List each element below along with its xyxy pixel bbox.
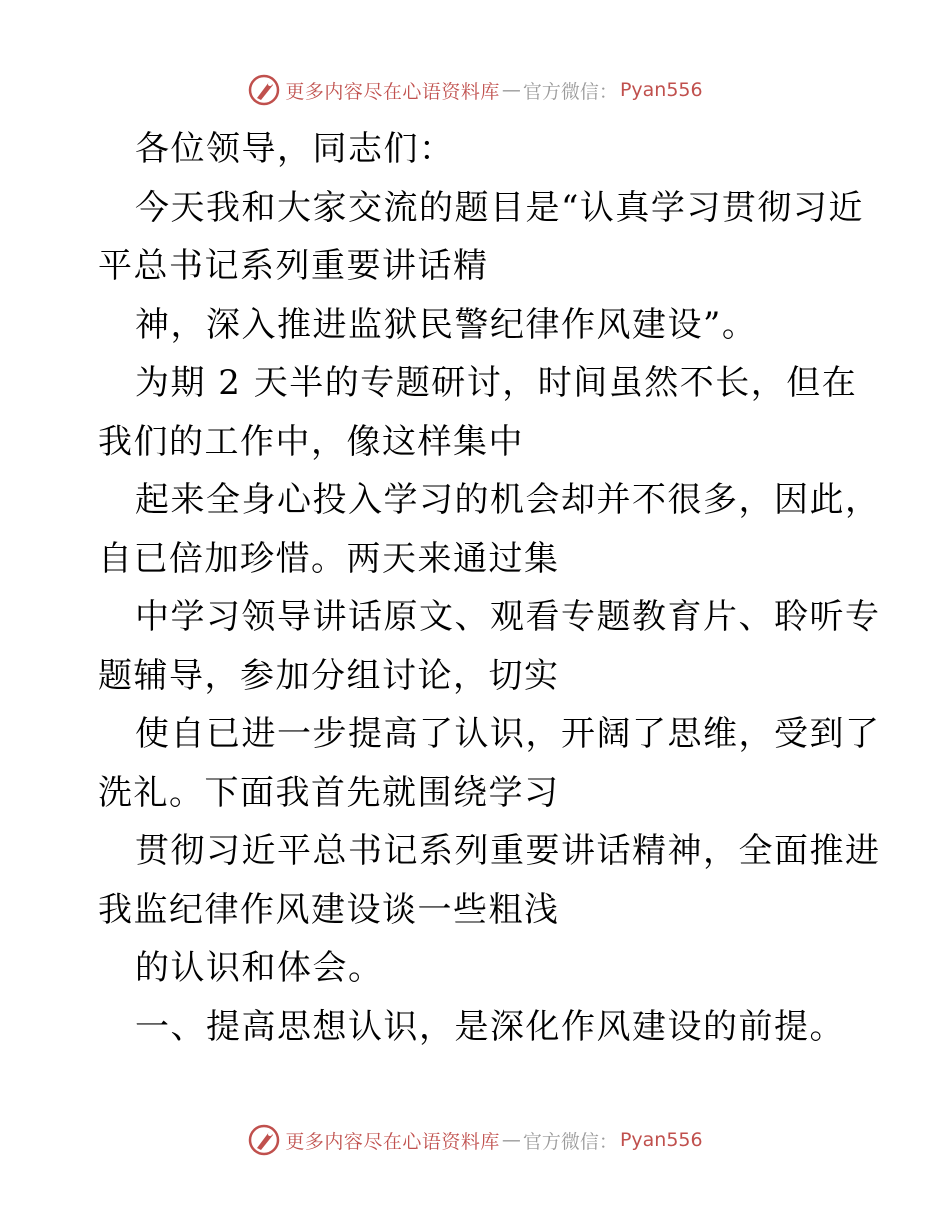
salutation-line: 各位领导，同志们： xyxy=(135,129,455,169)
paragraph-line: 神，深入推进监狱民警纪律作风建设”。 xyxy=(135,304,758,345)
paragraph-line: 自已倍加珍惜。两天来通过集 xyxy=(98,538,560,579)
watermark-brand: 更多内容尽在心语资料库 xyxy=(285,80,500,103)
watermark-separator: — xyxy=(501,1129,521,1151)
paragraph-line: 我们的工作中，像这样集中 xyxy=(98,421,524,462)
paragraph-line: 洗礼。下面我首先就围绕学习 xyxy=(98,772,560,813)
document-body xyxy=(98,120,881,1056)
pen-nib-logo-icon xyxy=(247,73,281,107)
paragraph-line: 我监纪律作风建设谈一些粗浅 xyxy=(98,889,560,930)
pen-nib-logo-icon xyxy=(247,1123,281,1157)
paragraph-line: 为期 2 天半的专题研讨，时间虽然不长，但在 xyxy=(135,363,858,403)
paragraph-line: 题辅导，参加分组讨论，切实 xyxy=(98,655,560,696)
paragraph-line: 起来全身心投入学习的机会却并不很多，因此， xyxy=(135,480,881,520)
paragraph-line: 使自已进一步提高了认识，开阔了思维，受到了 xyxy=(135,714,881,754)
paragraph-line: 的认识和体会。 xyxy=(135,948,384,988)
footer-watermark xyxy=(0,1120,950,1160)
paragraph-line: 贯彻习近平总书记系列重要讲话精神，全面推进 xyxy=(135,831,881,871)
watermark-wechat-id: Pyan556 xyxy=(619,1129,703,1151)
header-watermark xyxy=(0,70,950,110)
paragraph-line: 中学习领导讲话原文、观看专题教育片、聆听专 xyxy=(135,597,881,637)
paragraph-line: 平总书记系列重要讲话精 xyxy=(98,246,489,286)
watermark-wechat-label: 官方微信： xyxy=(522,80,618,103)
watermark-wechat-id: Pyan556 xyxy=(619,79,703,101)
watermark-brand: 更多内容尽在心语资料库 xyxy=(285,1130,500,1153)
watermark-separator: — xyxy=(501,79,521,101)
paragraph-line: 今天我和大家交流的题目是“认真学习贯彻习近 xyxy=(135,187,864,228)
watermark-wechat-label: 官方微信： xyxy=(522,1130,618,1153)
section-heading: 一、提高思想认识，是深化作风建设的前提。 xyxy=(135,1006,845,1047)
